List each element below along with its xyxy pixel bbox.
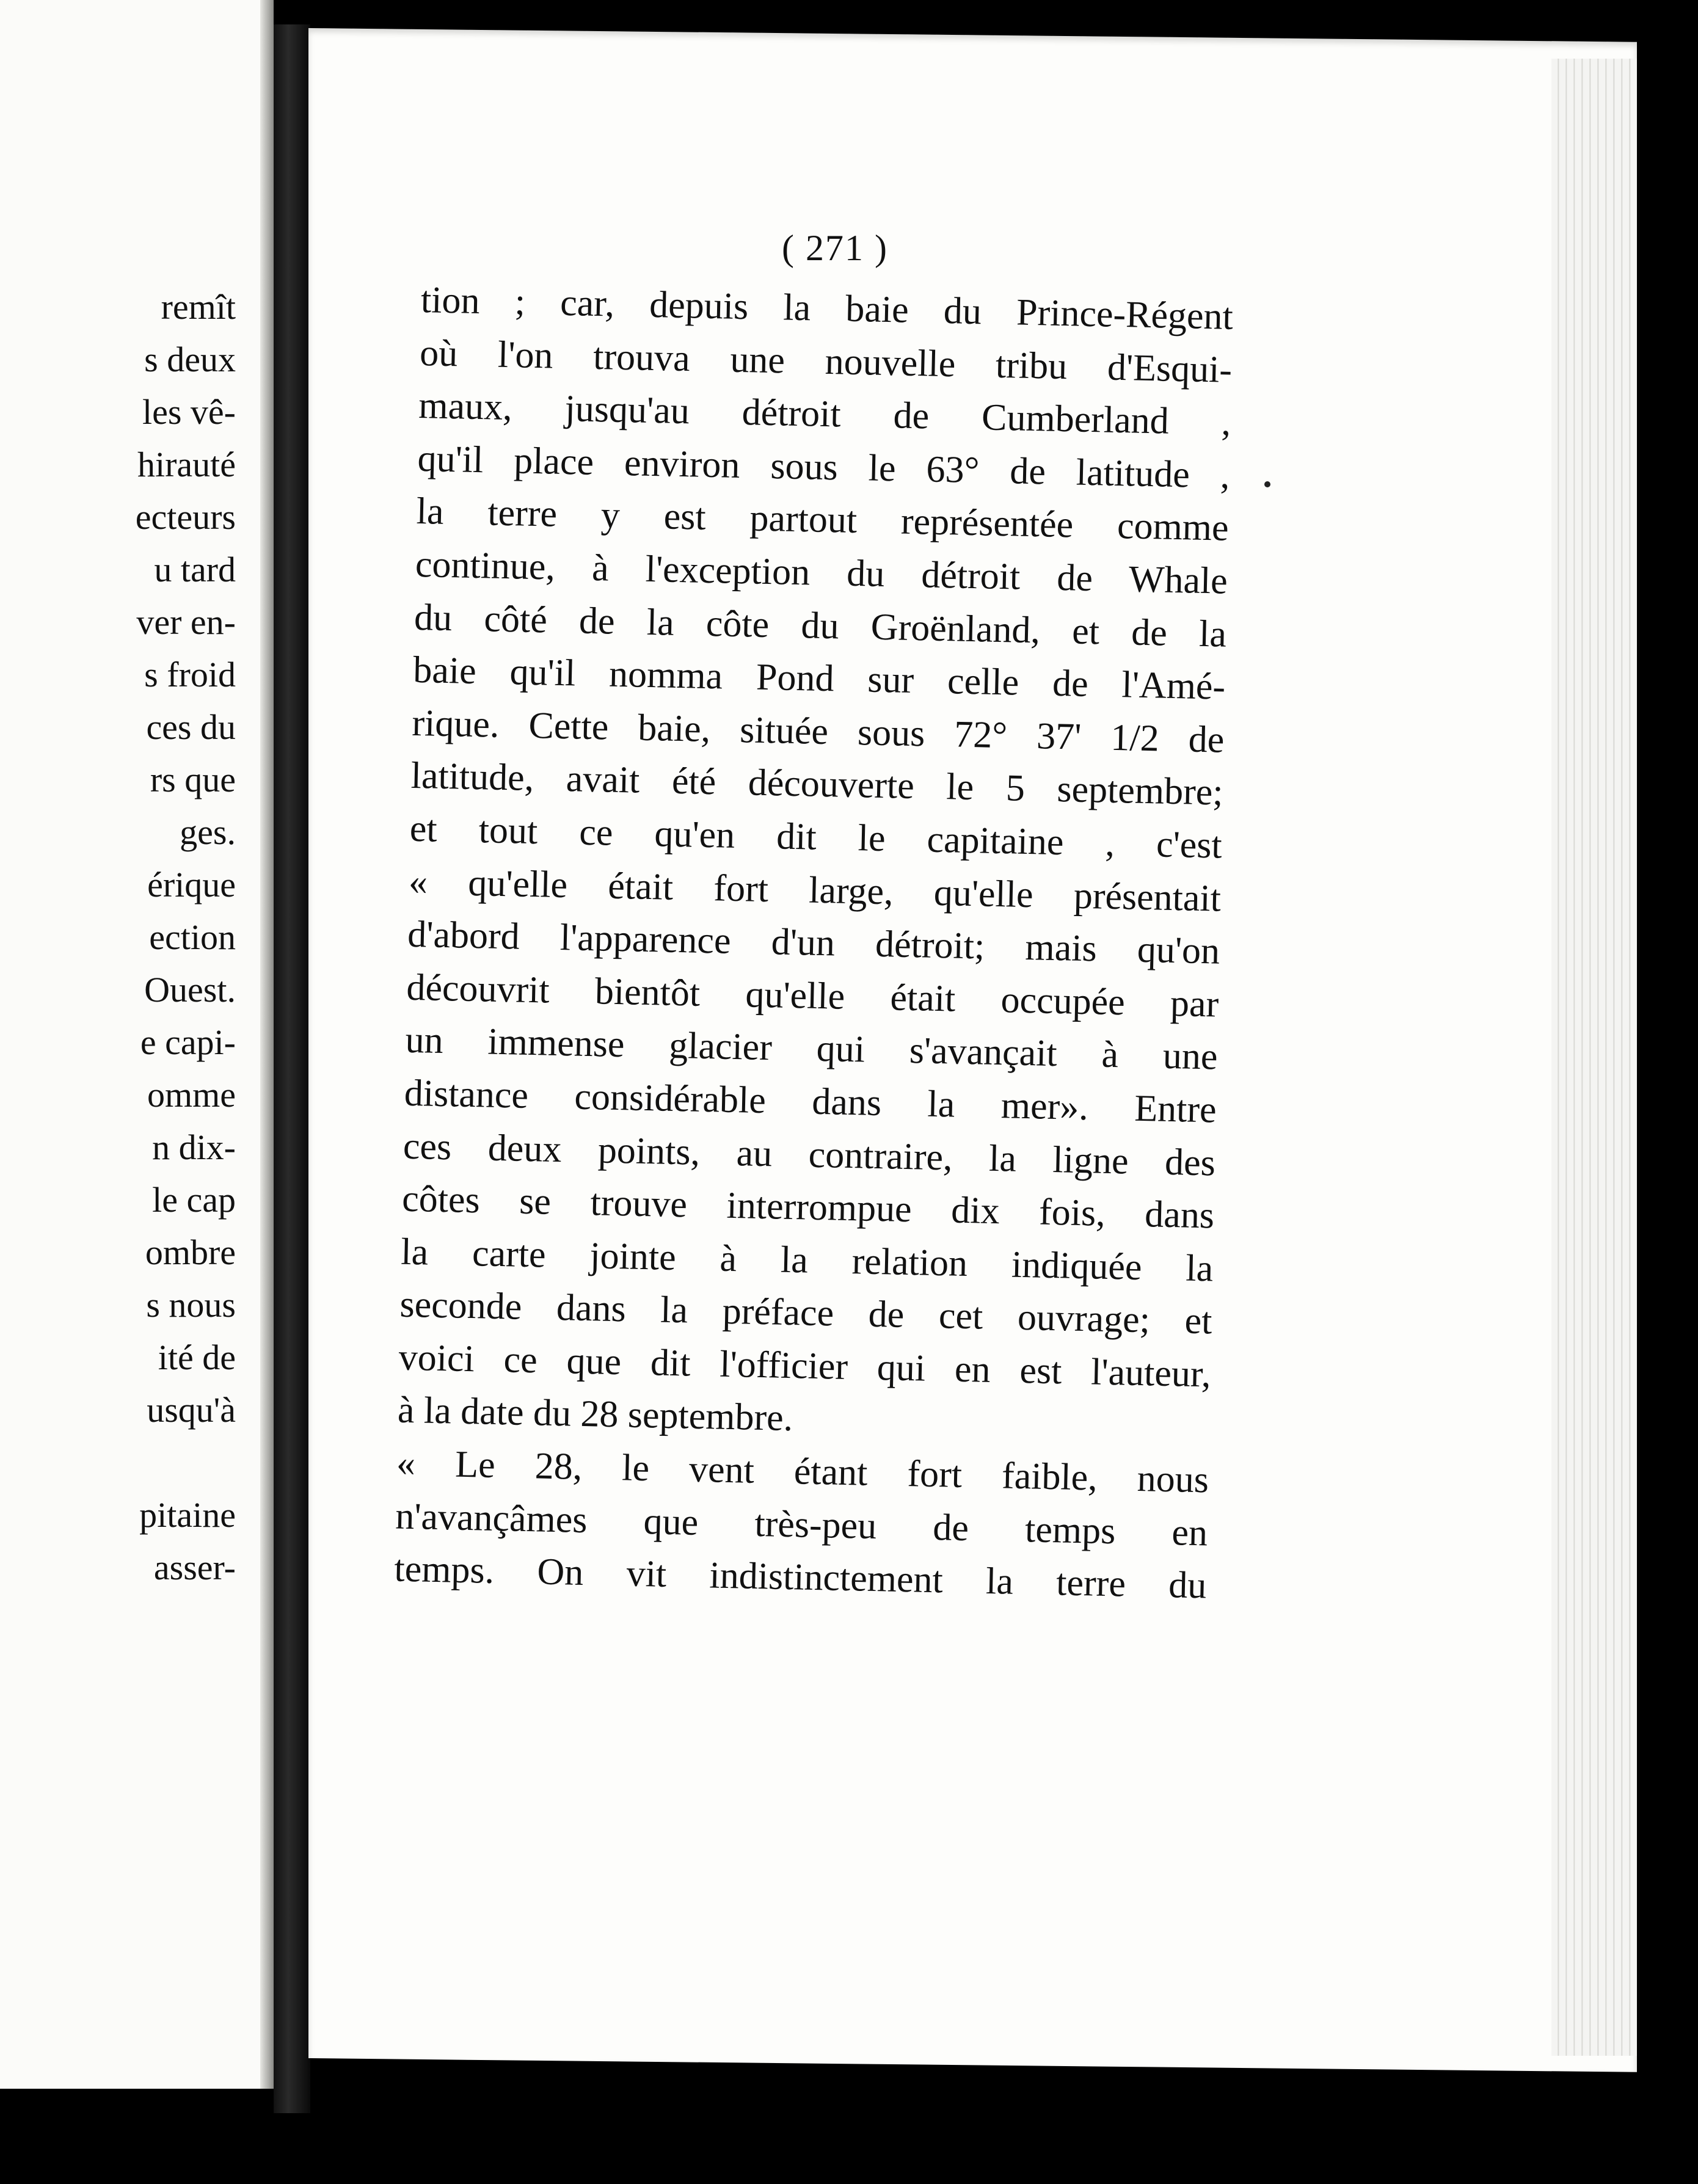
- text-line: « Le 28, le vent étant fort faible, nous: [396, 1442, 1209, 1501]
- left-line: ces du: [146, 707, 236, 747]
- text-line: « qu'elle était fort large, qu'elle présentait: [408, 861, 1222, 920]
- text-line: et tout ce qu'en dit le capitaine , c'est: [409, 807, 1223, 867]
- left-line: s nous: [146, 1285, 236, 1325]
- text-line: d'abord l'apparence d'un détroit; mais qu'on: [407, 913, 1220, 972]
- text-line: temps. On vit indistinctement la terre du: [393, 1548, 1207, 1607]
- text-line: latitude, avait été découverte le 5 septembre;: [410, 755, 1224, 814]
- left-line: pitaine: [139, 1495, 236, 1535]
- text-line: seconde dans la préface de cet ouvrage; et: [399, 1283, 1213, 1342]
- left-line: omme: [147, 1075, 236, 1115]
- left-line: e capi-: [140, 1022, 236, 1062]
- left-line: rs que: [150, 760, 236, 799]
- left-line: s froid: [144, 655, 236, 694]
- left-line: ecteurs: [135, 497, 236, 537]
- left-line: s deux: [144, 340, 236, 379]
- text-line: continue, à l'exception du détroit de Whale: [415, 543, 1228, 602]
- text-line: un immense glacier qui s'avançait à une: [404, 1019, 1219, 1078]
- left-line: usqu'à: [147, 1390, 236, 1430]
- left-line: [0, 1436, 236, 1489]
- text-line: maux, jusqu'au détroit de Cumberland ,: [418, 385, 1231, 443]
- text-line: n'avançâmes que très-peu de temps en: [395, 1495, 1208, 1554]
- left-page: [0, 0, 274, 2089]
- text-line: rique. Cette baie, située sous 72° 37' 1/2 de: [411, 702, 1225, 761]
- text-line: voici ce que dit l'officier qui en est l'auteur,: [398, 1336, 1212, 1396]
- text-line: à la date du 28 septembre.: [397, 1389, 793, 1440]
- text-line: où l'on trouva une nouvelle tribu d'Esqui-: [419, 332, 1233, 391]
- left-line: ité de: [158, 1338, 236, 1377]
- text-line: distance considérable dans la mer». Entre: [404, 1072, 1217, 1131]
- left-line: ombre: [145, 1232, 236, 1272]
- text-line: la terre y est partout représentée comme: [416, 490, 1230, 550]
- left-line: les vê-: [142, 392, 236, 432]
- text-line: qu'il place environ sous le 63° de latitude ,: [417, 437, 1231, 497]
- left-line: Ouest.: [144, 970, 236, 1010]
- left-line: n dix-: [152, 1127, 236, 1167]
- book-spine: [274, 24, 310, 2113]
- text-line: côtes se trouve interrompue dix fois, dans: [401, 1178, 1215, 1237]
- left-line: asser-: [153, 1548, 236, 1587]
- left-line: u tard: [154, 550, 236, 589]
- text-line: baie qu'il nomma Pond sur celle de l'Amé-: [412, 649, 1226, 708]
- body-text: [394, 274, 1234, 1612]
- left-line: ges.: [180, 812, 236, 852]
- text-line: découvrit bientôt qu'elle était occupée par: [406, 966, 1219, 1025]
- left-line: hirauté: [137, 445, 236, 484]
- left-line: le cap: [152, 1180, 236, 1220]
- page-edges: [1551, 59, 1637, 2056]
- text-line: du côté de la côte du Groënland, et de la: [414, 596, 1227, 655]
- left-line: remît: [161, 287, 236, 327]
- gutter-shadow: [260, 0, 274, 2089]
- left-page-text: [0, 281, 236, 1594]
- text-line: tion ; car, depuis la baie du Prince-Régent: [420, 278, 1234, 338]
- text-line: ces deux points, au contraire, la ligne des: [403, 1125, 1216, 1184]
- text-line: la carte jointe à la relation indiquée la: [400, 1231, 1214, 1290]
- left-line: ver en-: [136, 602, 236, 642]
- ink-speck: [1264, 481, 1270, 487]
- left-line: ection: [149, 917, 236, 957]
- left-line: érique: [147, 865, 236, 905]
- page-number: ( 271 ): [782, 228, 888, 268]
